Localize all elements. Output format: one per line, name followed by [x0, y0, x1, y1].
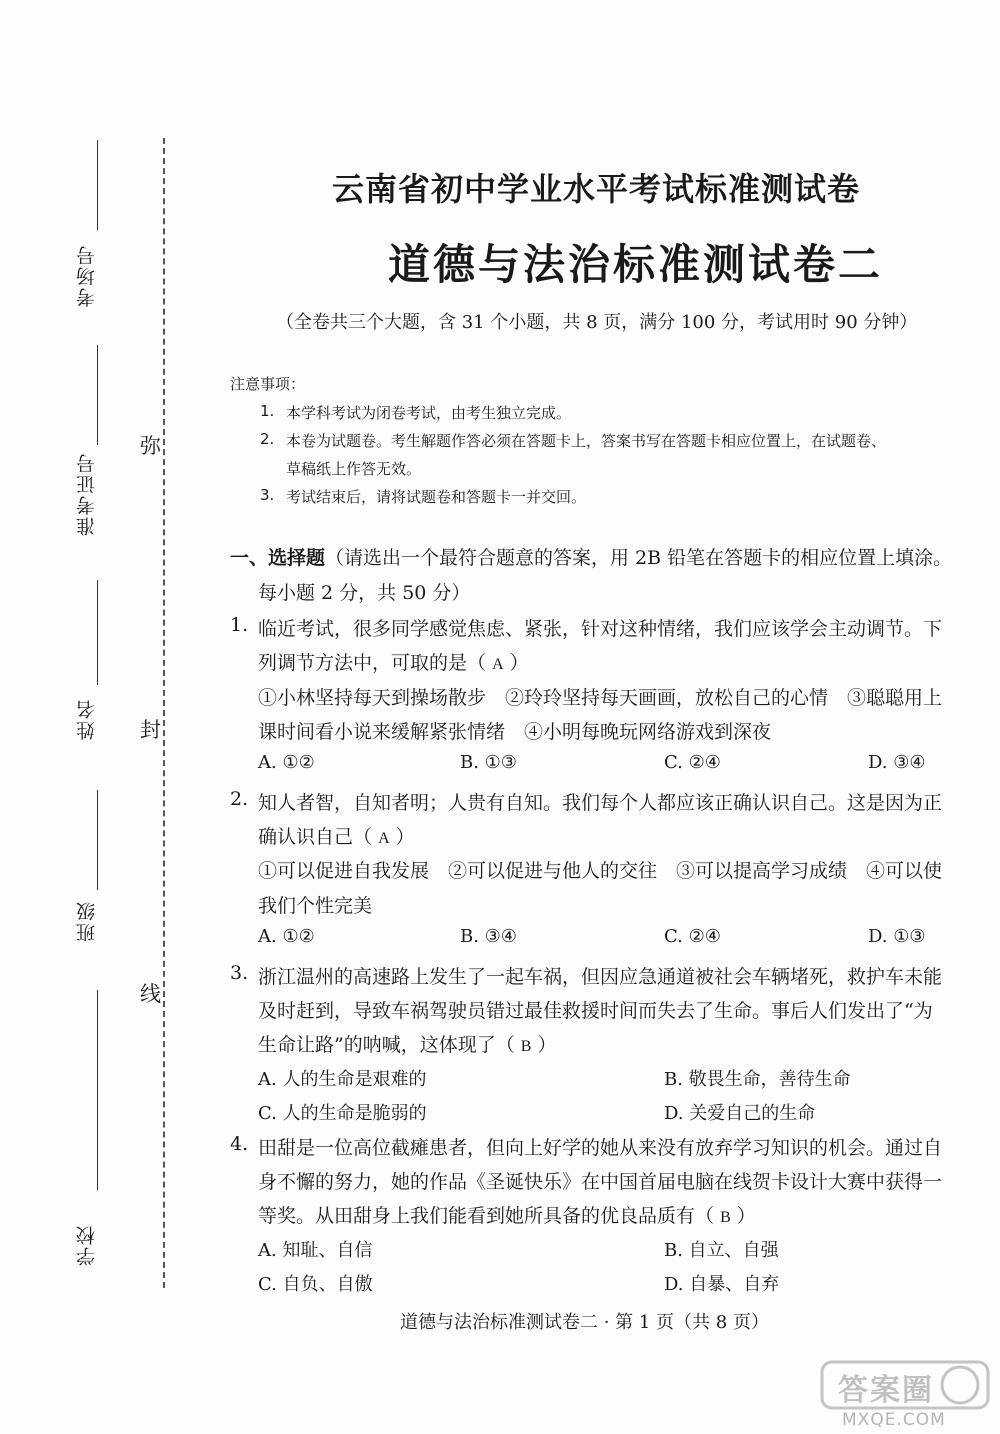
- question-stem: 确认识自己（ A ）: [258, 826, 415, 848]
- option-a: A. ①②: [258, 752, 315, 773]
- note-text: 考试结束后，请将试题卷和答题卡一并交回。: [286, 488, 587, 506]
- question-number: 3.: [230, 962, 249, 984]
- label-ticket-number: 准考证号: [76, 452, 98, 536]
- answer-mark: B: [520, 1038, 532, 1055]
- question-stem: 田甜是一位高位截瘫患者，但向上好学的她从来没有放弃学习知识的机会。通过自: [258, 1137, 943, 1159]
- option-a: A. ①②: [258, 926, 315, 947]
- option-b: B. 自立、自强: [664, 1240, 779, 1261]
- option-c: C. ②④: [664, 926, 721, 947]
- option-d: D. ③④: [868, 752, 926, 773]
- exam-series-title: 云南省初中学业水平考试标准测试卷: [332, 170, 861, 208]
- seal-dashed-line: [163, 138, 165, 1288]
- binding-line-5: [97, 990, 98, 1190]
- watermark-logo-text: 答案圈: [838, 1373, 934, 1408]
- note-text-cont: 草稿纸上作答无效。: [286, 460, 422, 478]
- section-instructions: （请选出一个最符合题意的答案，用 2B 铅笔在答题卡的相应位置上填涂。: [325, 547, 953, 569]
- binding-line-3: [97, 580, 98, 685]
- section-title: 一、选择题: [230, 547, 326, 569]
- question-statement: ①小林坚持每天到操场散步 ②玲玲坚持每天画画，放松自己的心情 ③聪聪用上: [258, 687, 943, 709]
- option-d: D. 关爱自己的生命: [664, 1103, 816, 1124]
- question-stem: 临近考试，很多同学感觉焦虑、紧张，针对这种情绪，我们应该学会主动调节。下: [258, 618, 943, 640]
- question-stem-tail: 生命让路”的呐喊，这体现了（: [258, 1034, 515, 1056]
- option-c: C. 人的生命是脆弱的: [258, 1103, 427, 1124]
- question-stem: 列调节方法中，可取的是（ A ）: [258, 652, 529, 674]
- page-footer: 道德与法治标准测试卷二 · 第 1 页（共 8 页）: [400, 1312, 769, 1333]
- option-a: A. 人的生命是艰难的: [258, 1069, 427, 1090]
- watermark-url: MXQE.COM: [842, 1410, 946, 1430]
- seal-char-mi: 弥: [140, 434, 161, 458]
- seal-char-xian: 线: [140, 982, 161, 1006]
- label-name: 姓名: [76, 698, 98, 740]
- binding-line-4: [97, 790, 98, 890]
- question-statement: 我们个性完美: [258, 895, 373, 917]
- note-num: 1.: [260, 402, 275, 420]
- option-d: D. ①③: [868, 926, 926, 947]
- binding-line-1: [97, 140, 98, 230]
- question-statement: ①可以促进自我发展 ②可以促进与他人的交往 ③可以提高学习成绩 ④可以使: [258, 860, 943, 882]
- note-text: 本卷为试题卷。考生解题作答必须在答题卡上，答案书写在答题卡相应位置上，在试题卷、: [286, 432, 887, 450]
- label-exam-room: 考场号: [76, 244, 98, 307]
- question-stem: 及时赶到，导致车祸驾驶员错过最佳救援时间而失去了生命。事后人们发出了“为: [258, 1000, 933, 1022]
- question-stem-tail: 列调节方法中，可取的是（: [258, 652, 487, 674]
- question-number: 4.: [230, 1133, 249, 1155]
- note-num: 2.: [260, 430, 275, 448]
- option-c: C. 自负、自傲: [258, 1274, 373, 1295]
- paper-meta: （全卷共三个大题，含 31 个小题，共 8 页，满分 100 分，考试用时 90 分钟）: [276, 312, 918, 333]
- paper-title: 道德与法治标准测试卷二: [388, 240, 884, 289]
- answer-mark: B: [720, 1209, 731, 1226]
- answer-mark: A: [378, 830, 390, 847]
- option-a: A. 知耻、自信: [258, 1240, 373, 1261]
- question-stem: 等奖。从田甜身上我们能看到她所具备的优良品质有（ B ）: [258, 1205, 756, 1227]
- notes-heading: 注意事项：: [230, 375, 306, 393]
- note-num: 3.: [260, 486, 275, 504]
- label-school: 学校: [76, 1224, 98, 1266]
- question-statement: 课时间看小说来缓解紧张情绪 ④小明每晚玩网络游戏到深夜: [258, 721, 772, 743]
- question-stem: 生命让路”的呐喊，这体现了（ B ）: [258, 1034, 557, 1056]
- question-number: 1.: [230, 614, 249, 636]
- option-b: B. ③④: [460, 926, 517, 947]
- binding-line-2: [97, 345, 98, 445]
- option-c: C. ②④: [664, 752, 721, 773]
- question-stem: 身不懈的努力，她的作品《圣诞快乐》在中国首届电脑在线贺卡设计大赛中获得一: [258, 1171, 943, 1193]
- answer-mark: A: [492, 656, 504, 673]
- question-number: 2.: [230, 788, 249, 810]
- label-class: 班级: [76, 900, 98, 942]
- option-d: D. 自暴、自弃: [664, 1274, 780, 1295]
- question-stem: 知人者智，自知者明；人贵有自知。我们每个人都应该正确认识自己。这是因为正: [258, 792, 943, 814]
- section-instructions-cont: 每小题 2 分，共 50 分）: [258, 582, 471, 604]
- note-text: 本学科考试为闭卷考试，由考生独立完成。: [286, 404, 572, 422]
- question-stem-tail: 等奖。从田甜身上我们能看到她所具备的优良品质有（: [258, 1205, 715, 1227]
- section-heading: [230, 543, 952, 570]
- option-b: B. 敬畏生命，善待生命: [664, 1069, 851, 1090]
- question-stem-tail: 确认识自己（: [258, 826, 373, 848]
- question-stem: 浙江温州的高速路上发生了一起车祸，但因应急通道被社会车辆堵死，救护车未能: [258, 966, 943, 988]
- seal-char-feng: 封: [140, 718, 161, 742]
- option-b: B. ①③: [460, 752, 517, 773]
